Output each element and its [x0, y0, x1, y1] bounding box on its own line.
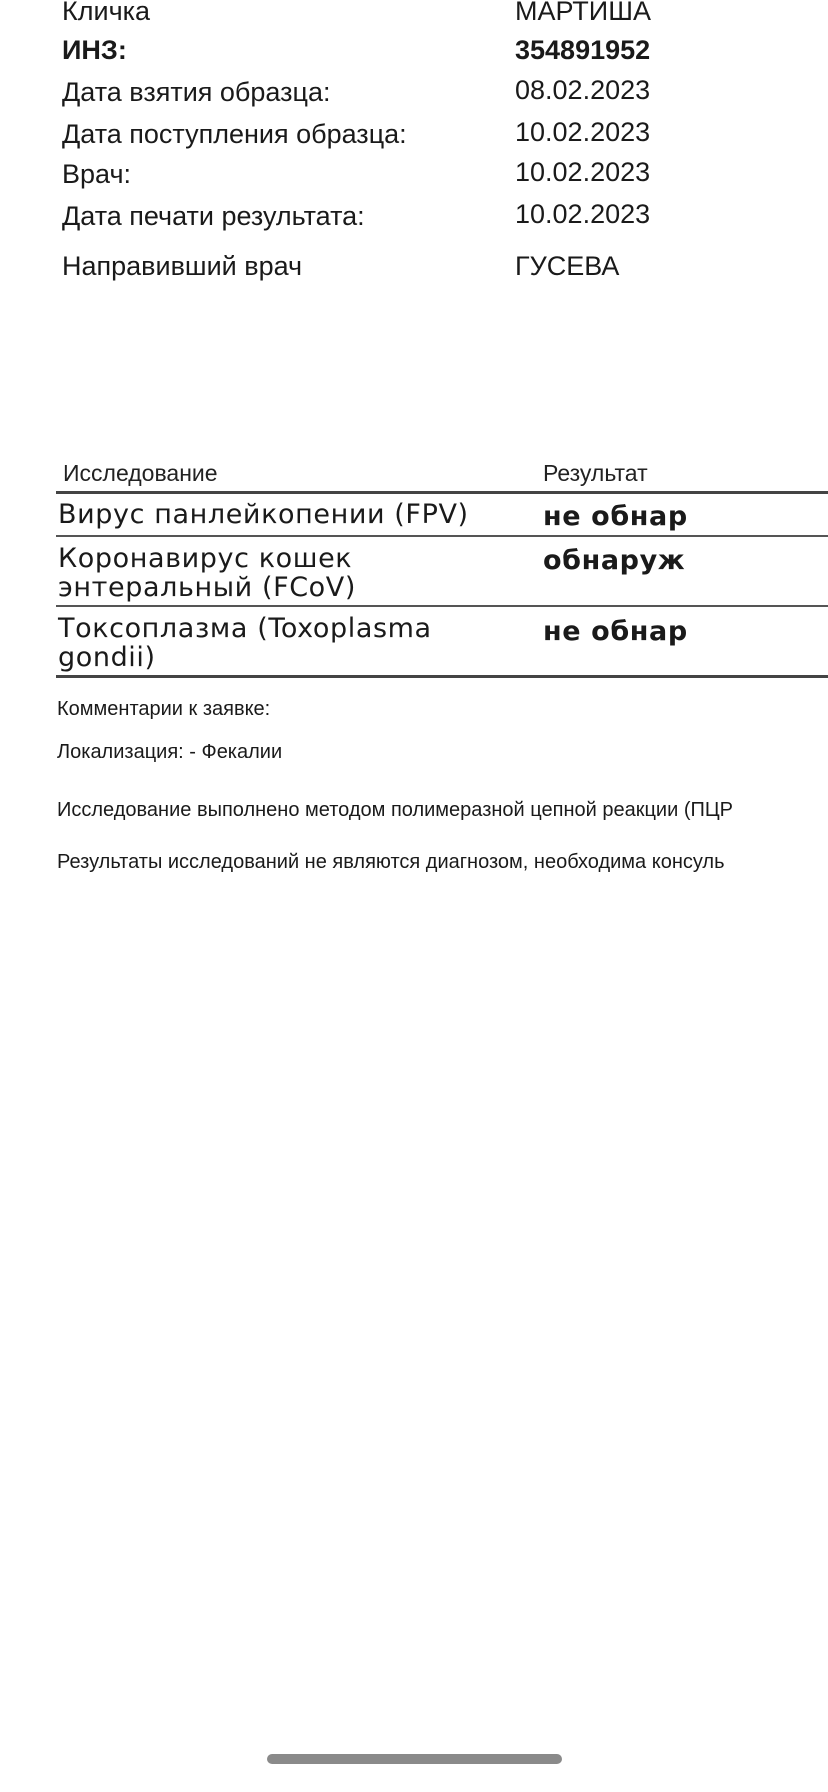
- home-indicator[interactable]: [267, 1754, 562, 1764]
- table-row-name: [58, 499, 498, 530]
- sample-received-value: 10.02.2023: [515, 117, 651, 147]
- test-name-line: Токсоплазма (Toxoplasma: [58, 613, 432, 644]
- doctor-label: Врач:: [62, 159, 132, 189]
- table-row-result: не обнар: [543, 501, 688, 532]
- test-name-line: Вирус панлейкопении (FPV): [58, 499, 469, 530]
- test-name-line: Коронавирус кошек: [58, 543, 353, 574]
- table-header-result: Результат: [543, 460, 648, 486]
- inz-value: 354891952: [515, 35, 651, 65]
- table-row-result: не обнар: [543, 616, 688, 647]
- sample-taken-label: Дата взятия образца:: [62, 77, 331, 107]
- nickname-value: МАРТИША: [515, 0, 651, 26]
- table-divider: [56, 675, 828, 678]
- table-divider: [56, 605, 828, 607]
- table-row-name: [58, 613, 498, 673]
- table-divider: [56, 535, 828, 537]
- doctor-value: 10.02.2023: [515, 157, 651, 187]
- table-row-name: [58, 543, 498, 603]
- print-date-label: Дата печати результата:: [62, 201, 365, 231]
- localization-note: Локализация: - Фекалии: [57, 741, 283, 763]
- print-date-value: 10.02.2023: [515, 199, 651, 229]
- table-divider: [56, 491, 828, 494]
- disclaimer-note: Результаты исследований не являются диагнозом, необходима консуль: [57, 851, 725, 873]
- comments-label: Комментарии к заявке:: [57, 698, 271, 720]
- table-header-study: Исследование: [63, 460, 218, 486]
- nickname-label: Кличка: [62, 0, 151, 26]
- referring-doctor-value: ГУСЕВА: [515, 251, 620, 281]
- sample-taken-value: 08.02.2023: [515, 75, 651, 105]
- method-note: Исследование выполнено методом полимеразной цепной реакции (ПЦР: [57, 799, 733, 821]
- test-name-line: gondii): [58, 642, 156, 673]
- table-row-result: обнаруж: [543, 545, 686, 576]
- test-name-line: энтеральный (FCoV): [58, 572, 357, 603]
- referring-doctor-label: Направивший врач: [62, 251, 303, 281]
- inz-label: ИНЗ:: [62, 35, 127, 65]
- sample-received-label: Дата поступления образца:: [62, 119, 407, 149]
